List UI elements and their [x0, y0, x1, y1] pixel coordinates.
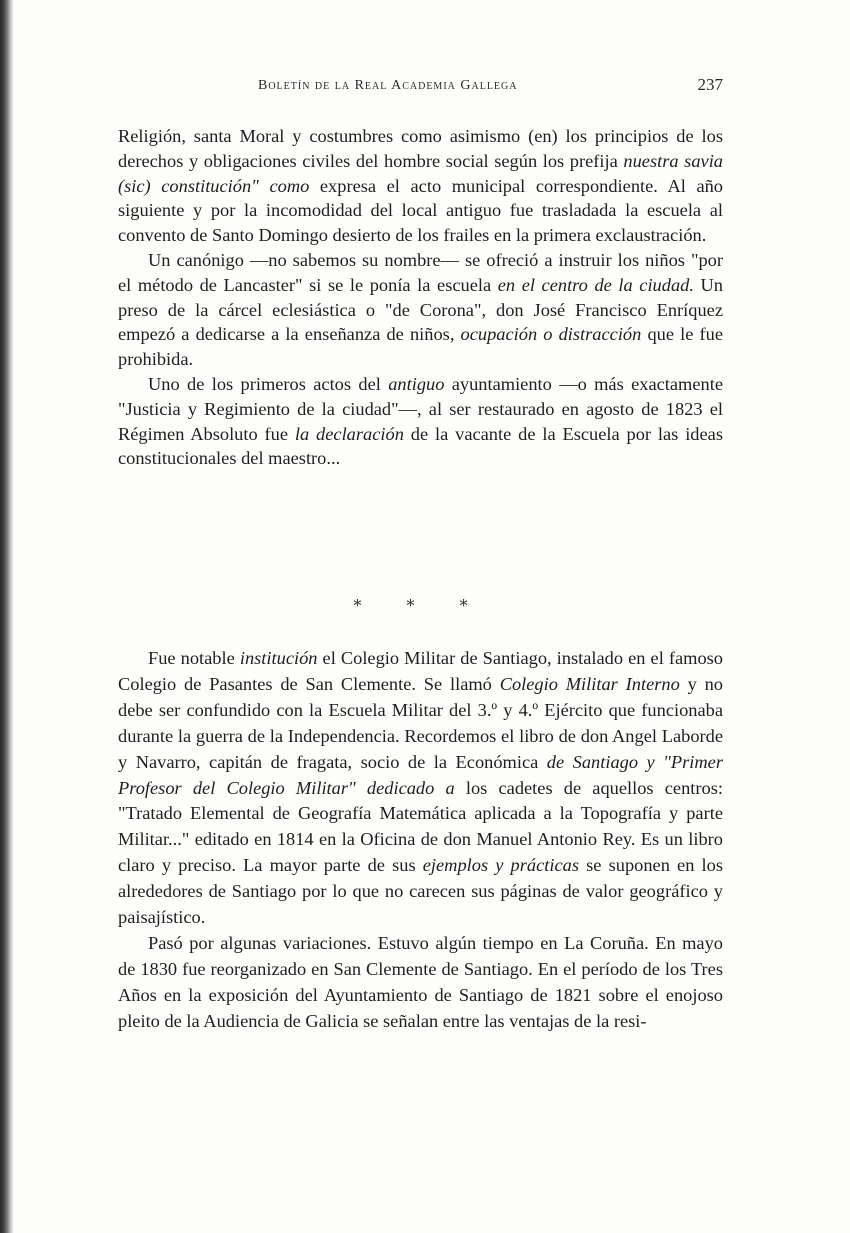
page-number: 237	[697, 75, 723, 94]
italic-phrase: en el centro de la ciudad.	[497, 274, 694, 295]
italic-word: antiguo	[388, 373, 445, 394]
italic-word: institución	[239, 648, 318, 668]
paragraph-text: expresa el acto municipal correspondiente. Al año siguiente y por la incomodidad del local antiguo fue trasladada la escuela al convento de Santo Domingo desierto de los frailes en la primera exclaustración.	[118, 175, 724, 246]
paragraph-text: se suponen en los alrededores de Santiago por lo que no carecen sus páginas de valor geográfico y paisajístico.	[118, 855, 723, 928]
paragraph-text: y no debe ser confundido con la Escuela Militar del 3.º y 4.º Ejército que funcionaba durante la guerra de la Independencia. Recordemos el libro de don Angel Laborde y Navarro, capitán de fragata, socio de la Económica	[118, 673, 723, 772]
paragraph-text: el Colegio Militar de Santiago, instalado en el famoso Colegio de Pasantes de San Clemente. Se llamó	[118, 648, 723, 694]
italic-quote: nuestra savia (sic) constitución" como	[118, 150, 723, 196]
binding-edge	[0, 0, 14, 1233]
running-title: Boletín de la Real Academia Gallega	[258, 78, 518, 93]
paragraph-ayuntamiento	[118, 372, 723, 471]
paragraph-text: Un canónigo —no sabemos su nombre— se ofreció a instruir los niños "por el método de Lancaster" si se le ponía la escuela	[118, 249, 723, 295]
paragraph-variaciones	[118, 931, 723, 1035]
paragraph-text: los cadetes de aquellos centros: "Tratado Elemental de Geografía Matemática aplicada a la Topografía y parte Militar..." editado en 1814 en la Oficina de don Manuel Antonio Rey. Es un libro claro y preciso. La mayor parte de sus	[118, 777, 723, 876]
paragraph-text: Un preso de la cárcel eclesiástica o "de Corona", don José Francisco Enríquez empezó a dedicarse a la enseñanza de niños,	[118, 274, 724, 345]
paragraph-religion	[118, 124, 723, 248]
page-header	[118, 75, 723, 102]
paragraph-text: Pasó por algunas variaciones. Estuvo algún tiempo en La Coruña. En mayo de 1830 fue reorganizado en San Clemente de Santiago. En el período de los Tres Años en la exposición del Ayuntamiento de Santiago de 1821 sobre el enojoso pleito de la Audiencia de Galicia se señalan entre las ventajas de la resi-	[118, 932, 723, 1031]
section-separator: * * *	[353, 596, 488, 615]
paragraph-text: Fue notable	[148, 648, 240, 668]
italic-phrase: la declaración	[294, 423, 404, 444]
paragraph-text: de la vacante de la Escuela por las ideas constitucionales del maestro...	[118, 423, 723, 469]
italic-phrase: ejemplos y prácticas	[422, 855, 580, 876]
text-block-top	[118, 124, 723, 471]
paragraph-text: Religión, santa Moral y costumbres como asimismo (en) los principios de los derechos y obligaciones civiles del hombre social según los prefija	[118, 126, 723, 171]
italic-phrase: de Santiago y "Primer Profesor del Colegio Militar" dedicado a	[118, 751, 724, 798]
paragraph-text: Uno de los primeros actos del	[148, 373, 389, 394]
text-block-bottom	[118, 646, 723, 1035]
paragraph-text: ayuntamiento —o más exactamente "Justicia y Regimiento de la ciudad"—, al ser restaurado en agosto de 1823 el Régimen Absoluto fue	[118, 373, 723, 444]
italic-phrase: Colegio Militar Interno	[499, 673, 680, 694]
paragraph-canonigo	[118, 248, 723, 372]
italic-phrase: ocupación o distracción	[460, 324, 642, 345]
paragraph-colegio-militar	[118, 646, 723, 931]
paragraph-text: que le fue prohibida.	[118, 324, 723, 370]
